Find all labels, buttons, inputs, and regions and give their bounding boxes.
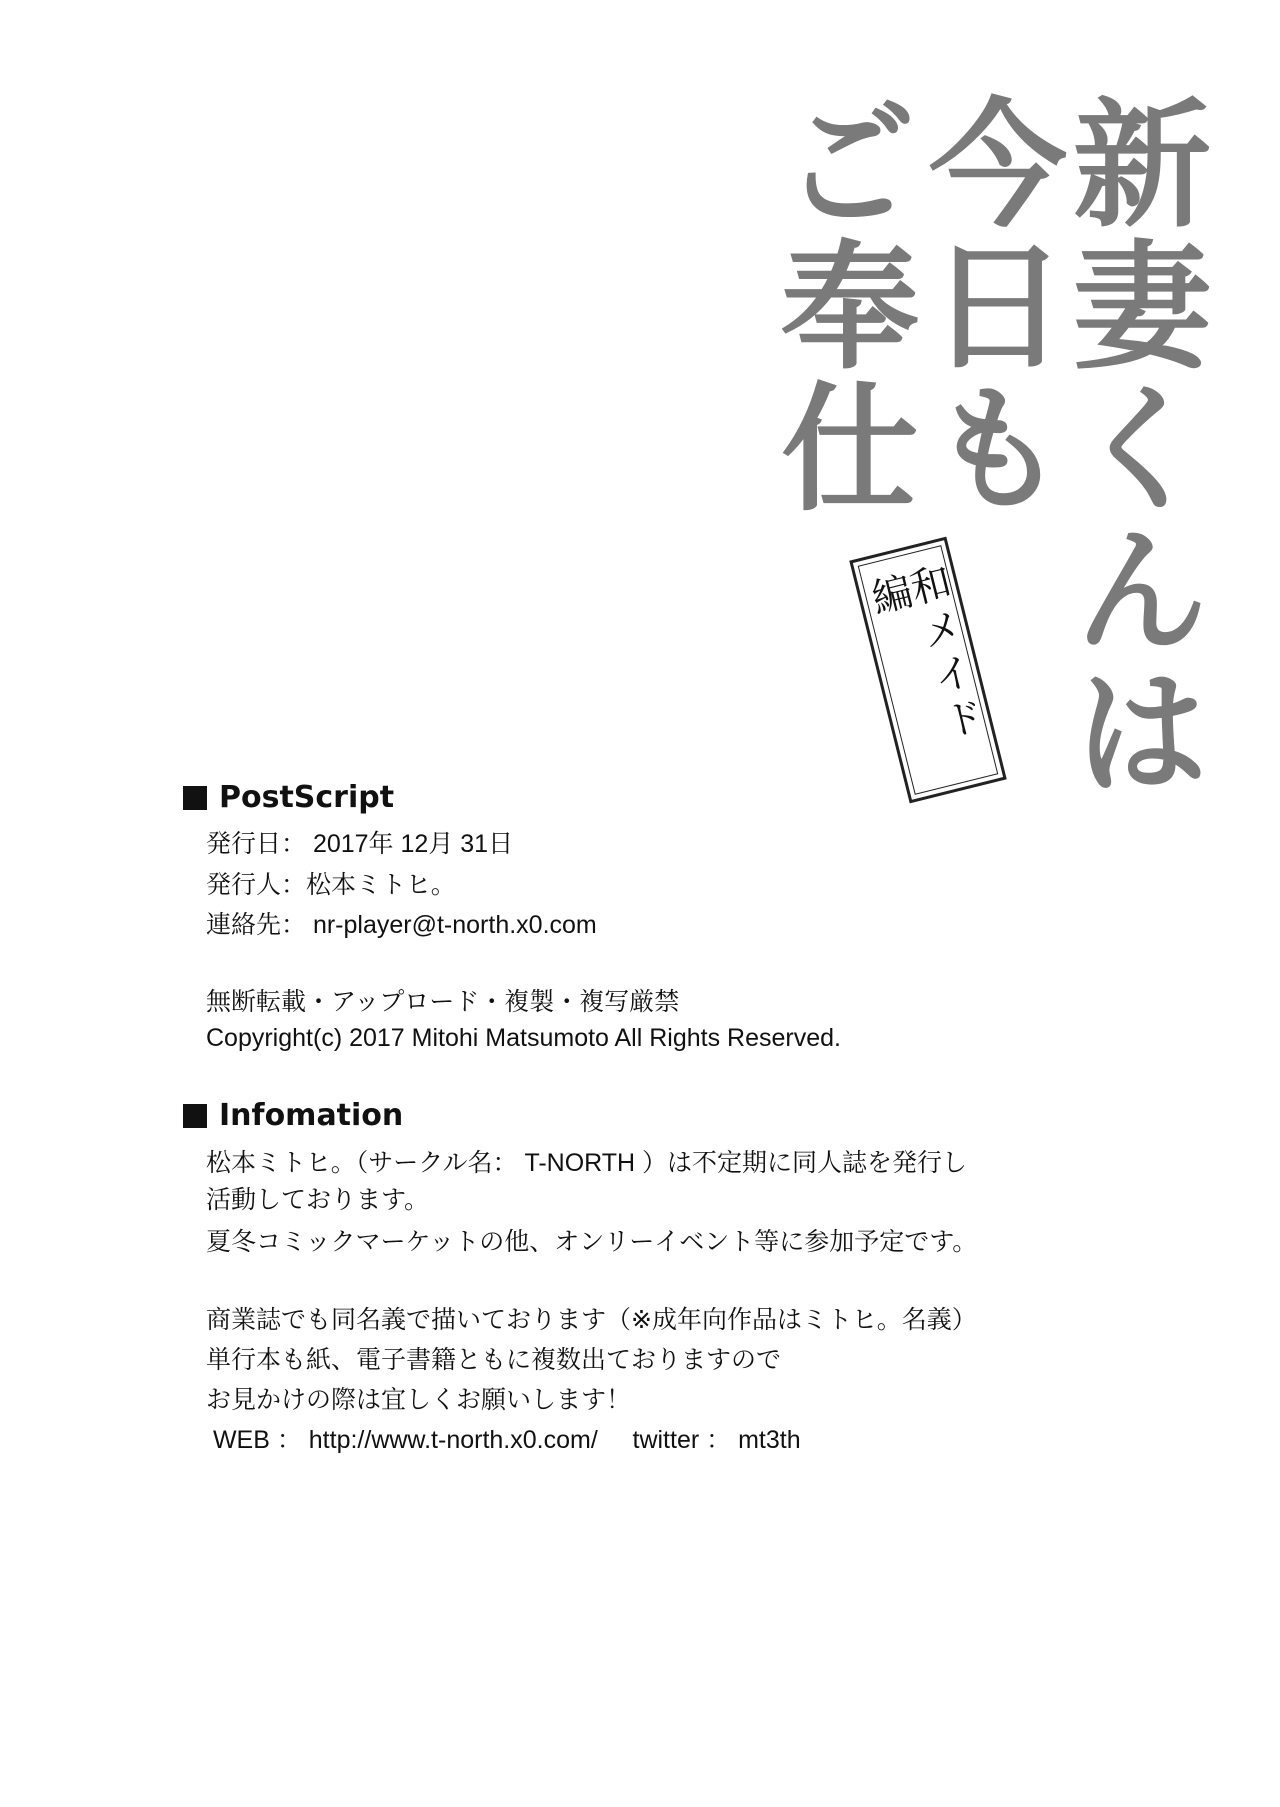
subtitle-badge-inner	[858, 545, 999, 795]
subtitle-text: 和メイド編	[861, 559, 990, 750]
reproduction-notice: 無断転載・アップロード・複製・複写厳禁	[206, 988, 680, 1016]
info-line: 夏冬コミックマーケットの他、オンリーイベント等に参加予定です。	[206, 1228, 978, 1256]
square-bullet-icon	[183, 786, 207, 810]
copyright: Copyright(c) 2017 Mitohi Matsumoto All Rights Reserved.	[206, 1024, 841, 1052]
information-heading	[183, 1098, 403, 1133]
title-line-2: 今日も	[906, 92, 1069, 518]
postscript-heading	[183, 780, 394, 815]
square-bullet-icon	[183, 1104, 207, 1128]
title-line-1: 新妻くんは	[1050, 92, 1213, 802]
postscript-heading-text: PostScript	[219, 780, 395, 815]
title-line-3: ご奉仕	[758, 92, 921, 518]
info-line: 活動しております。	[206, 1186, 430, 1214]
publisher: 発行人：松本ミトヒ。	[206, 871, 456, 899]
contact: 連絡先： nr-player@t-north.x0.com	[206, 911, 597, 939]
information-heading-text: Infomation	[219, 1098, 404, 1133]
subtitle-badge	[849, 537, 1007, 804]
web-twitter-line: WEB ： http://www.t-north.x0.com/ twitter ： mt3th	[206, 1426, 801, 1454]
info-line: お見かけの際は宜しくお願いします！	[206, 1386, 632, 1414]
info-line: 松本ミトヒ。（サークル名： T-NORTH ）は不定期に同人誌を発行し	[206, 1149, 968, 1177]
info-line: 商業誌でも同名義で描いております（※成年向作品はミトヒ。名義）	[206, 1306, 977, 1334]
info-line: 単行本も紙、電子書籍ともに複数出ておりますので	[206, 1346, 782, 1374]
publish-date: 発行日： 2017年 12月 31日	[206, 830, 514, 858]
